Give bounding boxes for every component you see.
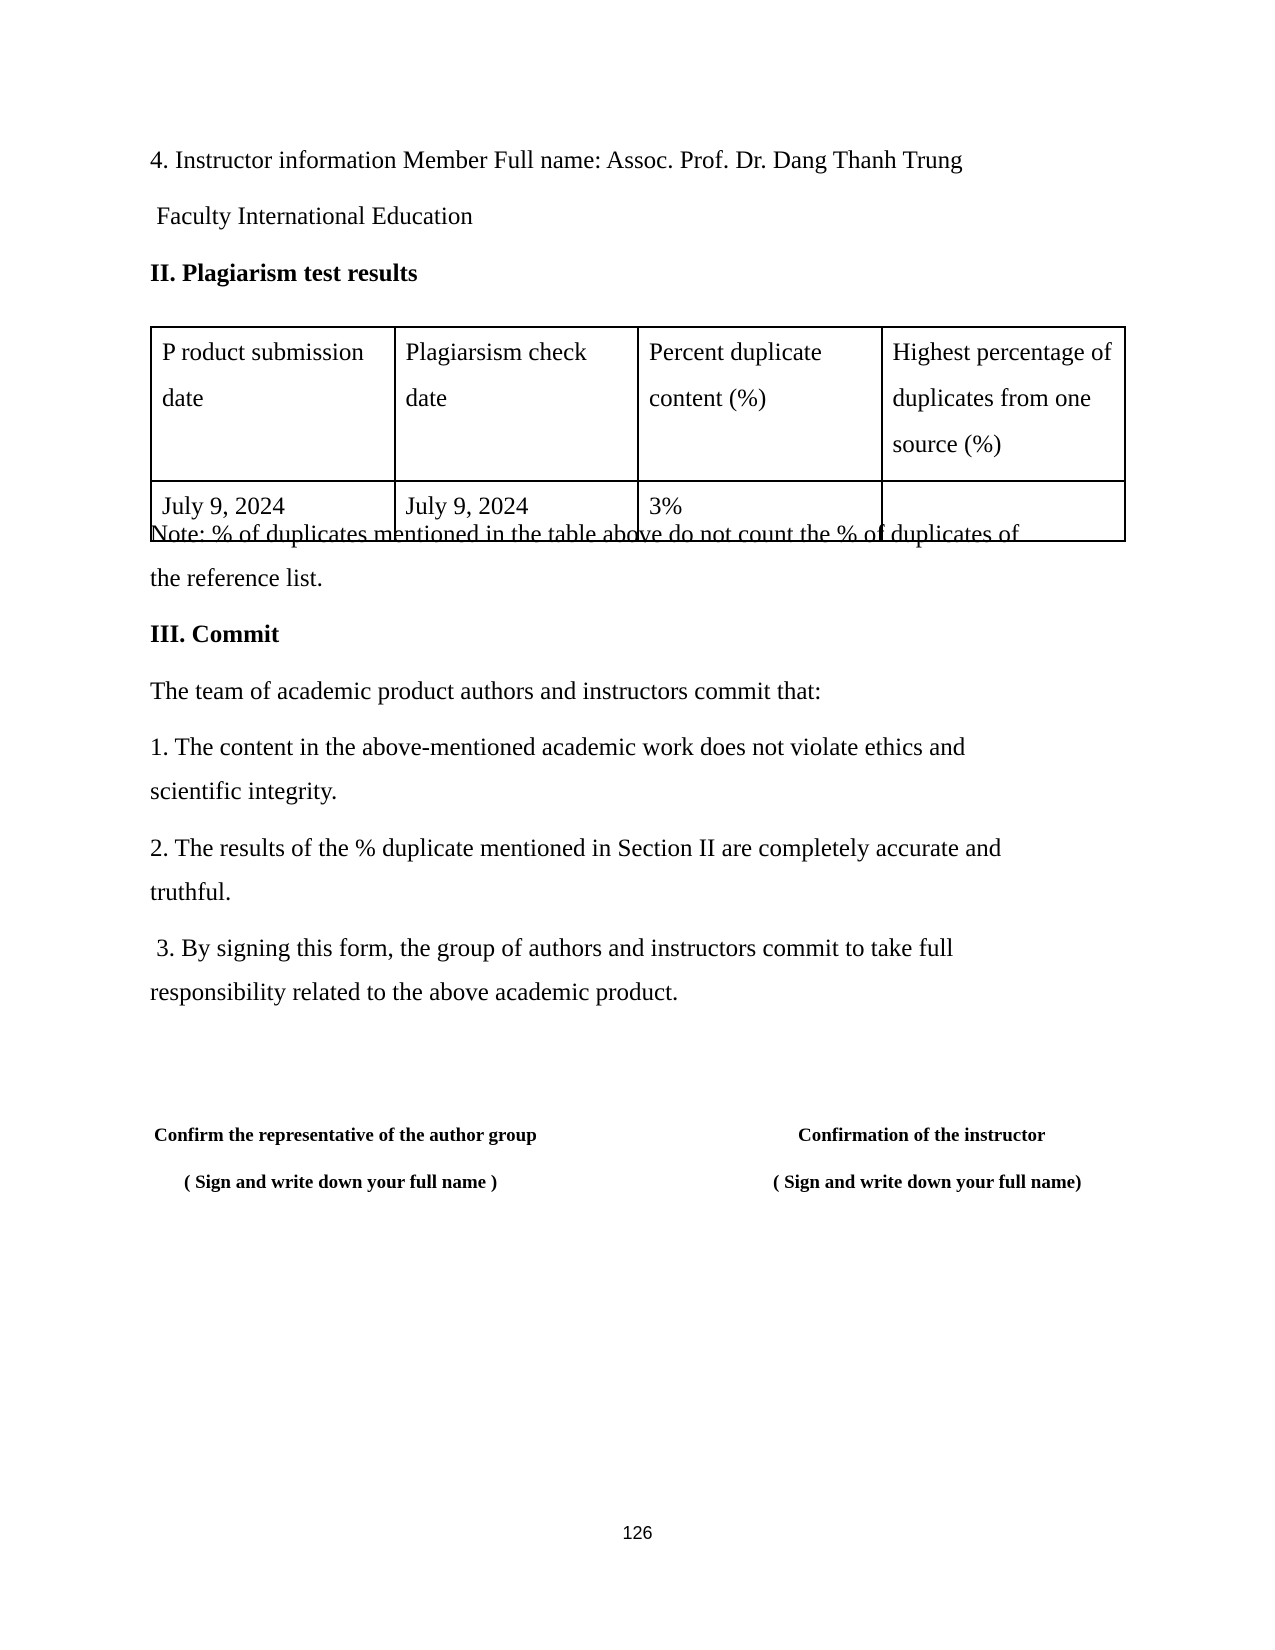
author-signature-title: Confirm the representative of the author group [154, 1125, 537, 1146]
section-2-heading: II. Plagiarism test results [150, 260, 418, 287]
note-line-2: the reference list. [150, 565, 323, 592]
section-3-heading: III. Commit [150, 621, 280, 648]
table-cell-submission-date: July 9, 2024 [151, 481, 395, 541]
instructor-signature-instruction: ( Sign and write down your full name) [773, 1172, 1082, 1193]
page-number: 126 [622, 1523, 653, 1543]
table-header-cell: P roduct submission date [151, 327, 395, 481]
instructor-signature-title: Confirmation of the instructor [798, 1125, 1046, 1146]
table-header-cell: Highest percentage of duplicates from one source (%) [882, 327, 1126, 481]
table-header-row [151, 327, 1125, 481]
table-header-cell: Percent duplicate content (%) [638, 327, 882, 481]
plagiarism-results-table [150, 326, 1126, 542]
commit-item-3-line-1: 3. By signing this form, the group of authors and instructors commit to take full [150, 935, 954, 962]
commit-item-1-line-2: scientific integrity. [150, 778, 338, 805]
commit-item-1-line-1: 1. The content in the above-mentioned academic work does not violate ethics and [150, 734, 966, 761]
table-cell-percent-duplicate: 3% [638, 481, 882, 541]
table-cell-check-date: July 9, 2024 [395, 481, 639, 541]
commit-item-3-line-2: responsibility related to the above academic product. [150, 979, 679, 1006]
table-header-cell: Plagiarsism check date [395, 327, 639, 481]
commit-intro: The team of academic product authors and instructors commit that: [150, 678, 822, 705]
faculty-line: Faculty International Education [150, 203, 473, 230]
commit-item-2-line-1: 2. The results of the % duplicate mentioned in Section II are completely accurate and [150, 835, 1002, 862]
note-line-1: Note: % of duplicates mentioned in the table above do not count the % of duplicates of [150, 521, 1020, 548]
instructor-info-line: 4. Instructor information Member Full name: Assoc. Prof. Dr. Dang Thanh Trung [150, 147, 963, 174]
author-signature-instruction: ( Sign and write down your full name ) [184, 1172, 498, 1193]
commit-item-2-line-2: truthful. [150, 879, 232, 906]
